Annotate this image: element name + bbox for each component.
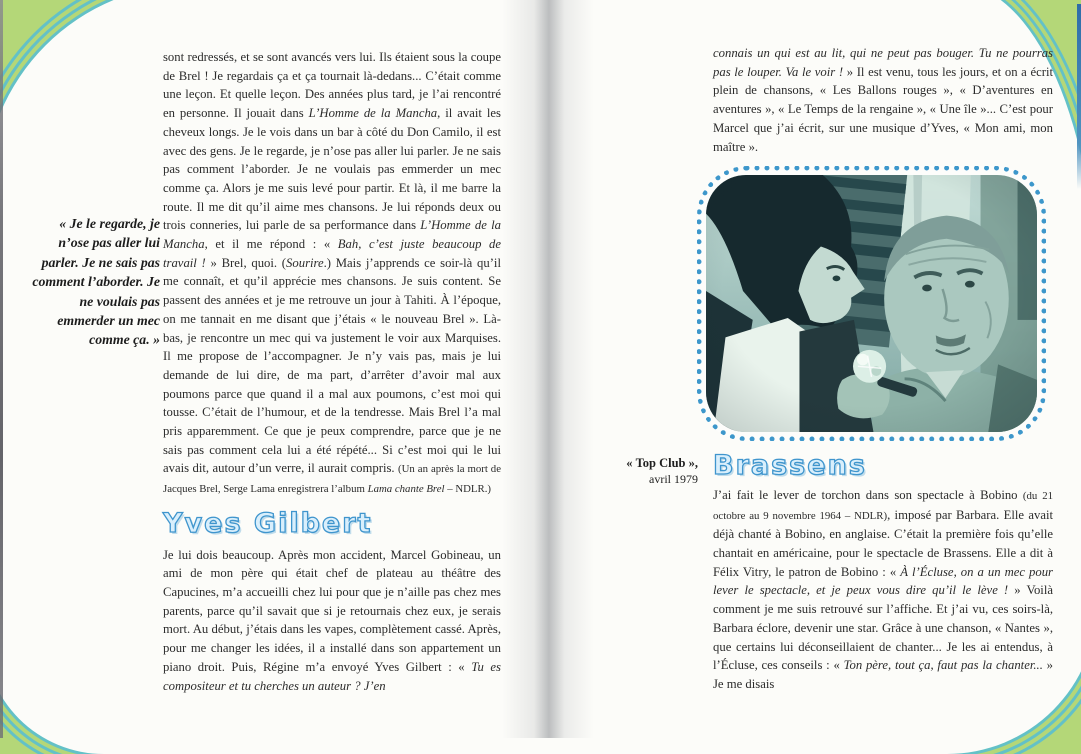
photo-illustration (706, 175, 1037, 432)
paragraph-yves-gilbert: Je lui dois beaucoup. Après mon accident, Marcel Gobineau, un ami de mon père qui était chef de plateau au théâtre des Capucines, m’a accueilli chez lui pour que je n’aille pas chez mes parents, parce qu’il savait que si je retournais chez eux, je serais mort. Au début, j’étais dans les vapes, complètement cassé. Après, pour me changer les idées, il a installé dans son appartement un piano droit. Puis, Régine m’a envoyé Yves Gilbert : « Tu es compositeur et tu cherches un auteur ? J’en (163, 547, 501, 693)
photo-caption (596, 456, 698, 487)
paragraph-yves-continued: connais un qui est au lit, qui ne peut pas bouger. Tu ne pourras pas le louper. Va le voir ! » Il est venu, tous les jours, et on a écrit plein de chansons, « Les Ballons rouges », « D’aventures en aventures », « Le Temps de la rengaine », « Une île »... C’est pour Marcel que j’ai écrit, sur une musique d’Yves, « Mon ami, mon maître ». (713, 46, 1053, 154)
photo-frame (697, 166, 1046, 441)
paragraph-brel: sont redressés, et se sont avancés vers lui. Ils étaient sous la coupe de Brel ! Je regardais ça et ça tournait là-dedans... C’était comme une leçon. Et quelle leçon. Des années plus tard, je l’ai rencontré en personne. Il jouait dans L’Homme de la Mancha, il avait les cheveux longs. Je le vois dans un bar à côté du Don Camilo, il est avec des gens. Je le regarde, je n’ose pas aller lui parler. Je ne sais pas comment l’aborder. Je ne voulais pas emmerder un mec comme ça. Alors je me suis levé pour partir. Et là, il me barre la route. Il me dit qu’il aime mes chansons. Je lui réponds deux ou trois conneries, lui parle de sa performance dans L’Homme de la Mancha, et il me répond : « Bah, c’est juste beaucoup de travail ! » Brel, quoi. (Sourire.) Mais j’apprends ce soir-là qu’il me connaît, et qu’il apprécie mes chansons. Je suis content. Se passent des années et je me retrouve un jour à Tahiti. À l’époque, on me tannait en me disant que j’étais « le nouveau Brel ». Là-bas, je rencontre un mec qui va justement le voir aux Marquises. Il me propose de l’accompagner. Je n’y vais pas, mais je lui demande de lui dire, de ma part, d’arrêter d’avoir mal aux poumons parce que quand il a mal aux poumons, c’est moi qui tousse. C’était de l’humour, et de la tendresse. Mais Brel l’a mal pris apparemment. Ce que je peux comprendre, parce que je ne sais pas comment cela lui a été répété... Si c’est moi qui le lui avais dit, autour d’un verre, il aurait compris. (Un an après la mort de Jacques Brel, Serge Lama enregistrera l’album Lama chante Brel – NDLR.) (163, 50, 501, 496)
photo (706, 175, 1037, 432)
photo-caption-date: avril 1979 (649, 471, 698, 486)
section-heading-yves-gilbert: Yves Gilbert (163, 507, 373, 539)
right-page-column (713, 44, 1053, 694)
left-page-column (163, 48, 501, 695)
book-left-edge (0, 0, 3, 738)
book-right-edge (1077, 4, 1081, 189)
pull-quote: « Je le regarde, je n’ose pas aller lui parler. Je ne sais pas comment l’aborder. Je ne voulais pas emmerder un mec comme ça. » (32, 216, 160, 348)
photo-caption-title: « Top Club », (626, 456, 698, 470)
section-heading-brassens: Brassens (713, 450, 867, 482)
paragraph-brassens: J’ai fait le lever de torchon dans son spectacle à Bobino (du 21 octobre au 9 novembre 1964 – NDLR), imposé par Barbara. Elle avait déjà chanté à Bobino, en anglaise. C’était la première fois qu’elle chantait en américaine, pour le spectacle de Brassens. Elle a dit à Félix Vitry, le patron de Bobino : « À l’Écluse, on a un mec pour lever le spectacle, et je peux vous dire qu’il le lève ! » Voilà comment je me suis retrouvé sur l’affiche. Et j’ai vu, ces soirs-là, Barbara éclore, devenir une star. Grâce à une chanson, « Nantes », que certains lui déconseillaient de chanter... Je les ai entendus, à l’Écluse, ces conseils : « Ton père, tout ça, faut pas la chanter... » Je me disais (713, 487, 1054, 691)
